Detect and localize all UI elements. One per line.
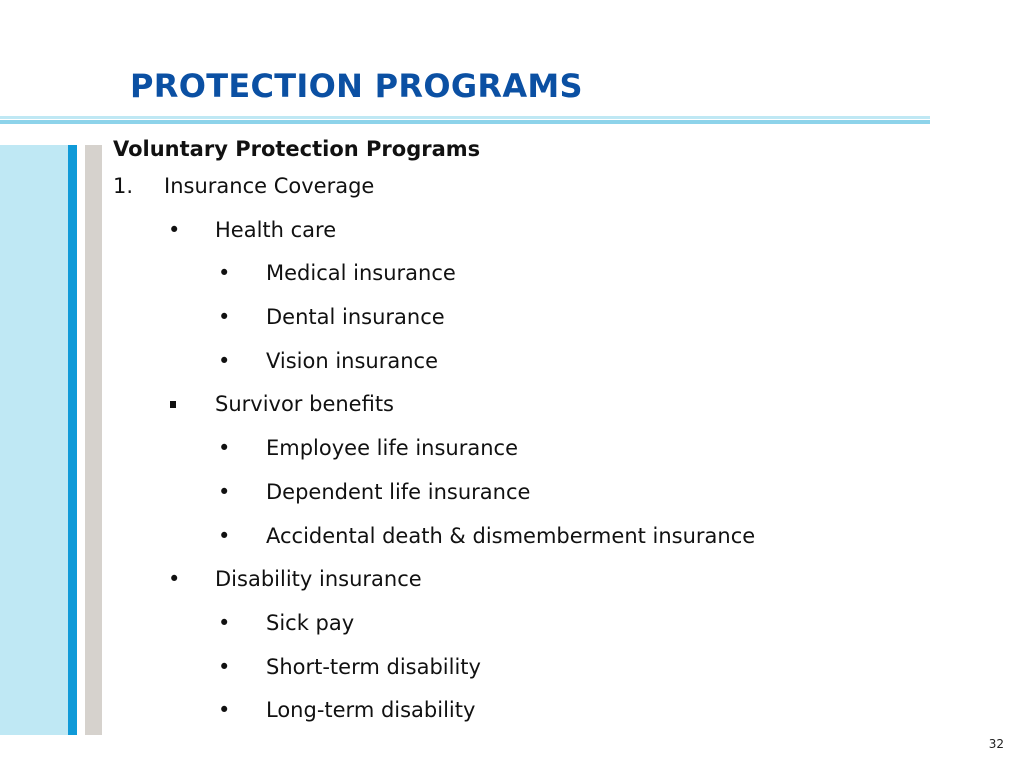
outline-item-label: Accidental death & dismemberment insurance [266,523,756,548]
list-number: 1. [113,174,134,198]
outline-item-label: Vision insurance [266,348,439,373]
outline-item-label: Sick pay [266,610,355,635]
bullet-icon: • [218,654,231,679]
outline-item [113,169,993,213]
outline-item [113,519,993,563]
outline-item [113,387,993,431]
outline-item [113,606,993,650]
bullet-icon: • [218,348,231,373]
outline-item [113,213,993,257]
outline-item [113,256,993,300]
outline-item [113,693,993,737]
square-bullet-icon [168,387,176,421]
bullet-icon: • [218,698,231,723]
square-bullet-shape [170,401,176,408]
outline-item-label: Employee life insurance [266,436,519,461]
bullet-icon: • [218,436,231,461]
outline-item [113,300,993,344]
outline-item-label: Long-term disability [266,698,476,723]
side-accent-gray-bar [85,145,102,735]
bullet-icon: • [218,523,231,548]
outline-item [113,650,993,694]
slide-body [113,132,993,737]
bullet-icon: • [218,261,231,286]
bullet-icon: • [168,217,181,242]
outline-item-label: Short-term disability [266,654,481,679]
side-accent-blue-bar [68,145,77,735]
outline-item-label: Dental insurance [266,305,445,330]
outline-list [113,169,993,737]
slide-title: PROTECTION PROGRAMS [130,67,583,105]
side-accent-panel [0,145,68,735]
outline-item-label: Health care [215,217,337,242]
outline-item-label: Dependent life insurance [266,479,531,504]
outline-item-label: Disability insurance [215,567,422,592]
outline-item [113,475,993,519]
outline-item-label: Insurance Coverage [164,174,375,198]
outline-item [113,562,993,606]
bullet-icon: • [168,567,181,592]
bullet-icon: • [218,610,231,635]
title-divider-light [0,116,930,119]
page-number: 32 [988,737,1004,751]
outline-item [113,344,993,388]
outline-item [113,431,993,475]
section-heading: Voluntary Protection Programs [113,137,481,161]
bullet-icon: • [218,479,231,504]
title-divider [0,120,930,124]
outline-item-label: Survivor benefits [215,392,395,417]
outline-item-label: Medical insurance [266,261,456,286]
bullet-icon: • [218,305,231,330]
